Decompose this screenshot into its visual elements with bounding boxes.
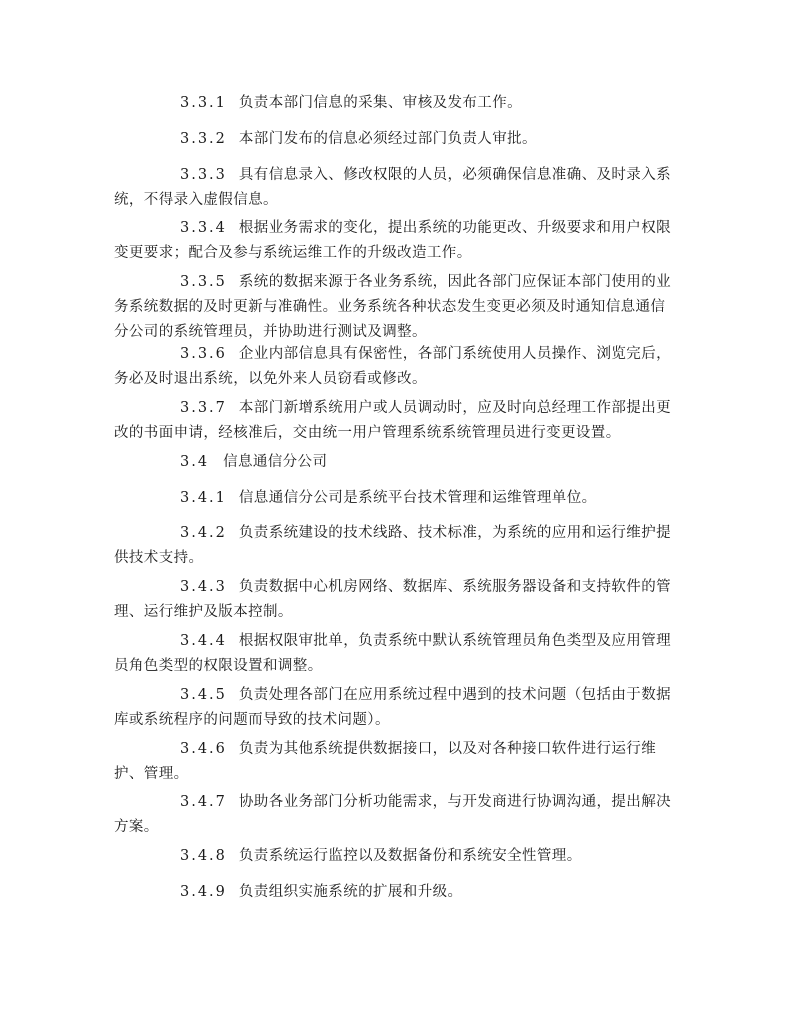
clause-text: 负责系统运行监控以及数据备份和系统安全性管理。 [238, 848, 582, 864]
paragraph-3-4-8 [114, 844, 676, 869]
clause-number: 3.3.2 [180, 131, 227, 147]
clause-text: 负责组织实施系统的扩展和升级。 [238, 884, 463, 900]
clause-number: 3.3.6 [180, 346, 227, 362]
clause-text: 本部门新增系统用户或人员调动时，应及时向总经理工作部提出更改的书面申请，经核准后，交由统一用户管理系统系统管理员进行变更设置。 [114, 400, 672, 441]
clause-text: 具有信息录入、修改权限的人员，必须确保信息准确、及时录入系统，不得录入虚假信息。 [114, 167, 672, 208]
clause-number: 3.4.7 [180, 794, 227, 810]
clause-number: 3.3.7 [180, 400, 227, 416]
clause-text: 负责处理各部门在应用系统过程中遇到的技术问题（包括由于数据库或系统程序的问题而导致的技术问题）。 [114, 687, 672, 728]
clause-text: 企业内部信息具有保密性，各部门系统使用人员操作、浏览完后，务必及时退出系统，以免外来人员窃看或修改。 [114, 346, 672, 387]
paragraph-3-3-1 [114, 91, 676, 116]
clause-text: 负责数据中心机房网络、数据库、系统服务器设备和支持软件的管理、运行维护及版本控制。 [114, 579, 672, 620]
paragraph-3-4-2 [114, 521, 676, 571]
clause-text: 负责本部门信息的采集、审核及发布工作。 [238, 95, 523, 111]
clause-number: 3.4.1 [180, 490, 227, 506]
clause-number: 3.4.5 [180, 687, 227, 703]
clause-text: 根据权限审批单，负责系统中默认系统管理员角色类型及应用管理员角色类型的权限设置和调整。 [114, 633, 672, 674]
clause-text: 负责系统建设的技术线路、技术标准，为系统的应用和运行维护提供技术支持。 [114, 525, 672, 566]
paragraph-3-4-4 [114, 629, 676, 679]
clause-number: 3.3.4 [180, 220, 227, 236]
paragraph-3-3-6 [114, 342, 676, 392]
paragraph-3-3-2 [114, 127, 676, 152]
clause-text: 系统的数据来源于各业务系统，因此各部门应保证本部门使用的业务系统数据的及时更新与准确性。业务系统各种状态发生变更必须及时通知信息通信分公司的系统管理员，并协助进行测试及调整。 [114, 274, 672, 340]
clause-text: 协助各业务部门分析功能需求，与开发商进行协调沟通，提出解决方案。 [114, 794, 672, 835]
paragraph-3-3-5 [114, 270, 676, 345]
paragraph-3-4-3 [114, 575, 676, 625]
paragraph-3-3-7 [114, 396, 676, 446]
paragraph-3-4-1 [114, 486, 676, 511]
clause-text: 信息通信分公司是系统平台技术管理和运维管理单位。 [238, 490, 597, 506]
clause-number: 3.3.3 [180, 167, 227, 183]
clause-number: 3.3.1 [180, 95, 227, 111]
paragraph-3-4-5 [114, 683, 676, 733]
clause-number: 3.4.2 [180, 525, 227, 541]
clause-text: 本部门发布的信息必须经过部门负责人审批。 [238, 131, 537, 147]
clause-number: 3.4.8 [180, 848, 227, 864]
section-number: 3.4 [180, 454, 210, 470]
clause-number: 3.3.5 [180, 274, 227, 290]
clause-text: 根据业务需求的变化，提出系统的功能更改、升级要求和用户权限变更要求；配合及参与系统运维工作的升级改造工作。 [114, 220, 672, 261]
section-heading-3-4 [114, 450, 676, 475]
clause-text: 负责为其他系统提供数据接口，以及对各种接口软件进行运行维护、管理。 [114, 741, 657, 782]
clause-number: 3.4.3 [180, 579, 227, 595]
section-title: 信息通信分公司 [223, 454, 328, 470]
paragraph-3-3-4 [114, 216, 676, 266]
paragraph-3-4-9 [114, 880, 676, 905]
clause-number: 3.4.9 [180, 884, 227, 900]
clause-number: 3.4.4 [180, 633, 227, 649]
paragraph-3-4-6 [114, 737, 676, 787]
paragraph-3-4-7 [114, 790, 676, 840]
clause-number: 3.4.6 [180, 741, 227, 757]
paragraph-3-3-3 [114, 163, 676, 213]
